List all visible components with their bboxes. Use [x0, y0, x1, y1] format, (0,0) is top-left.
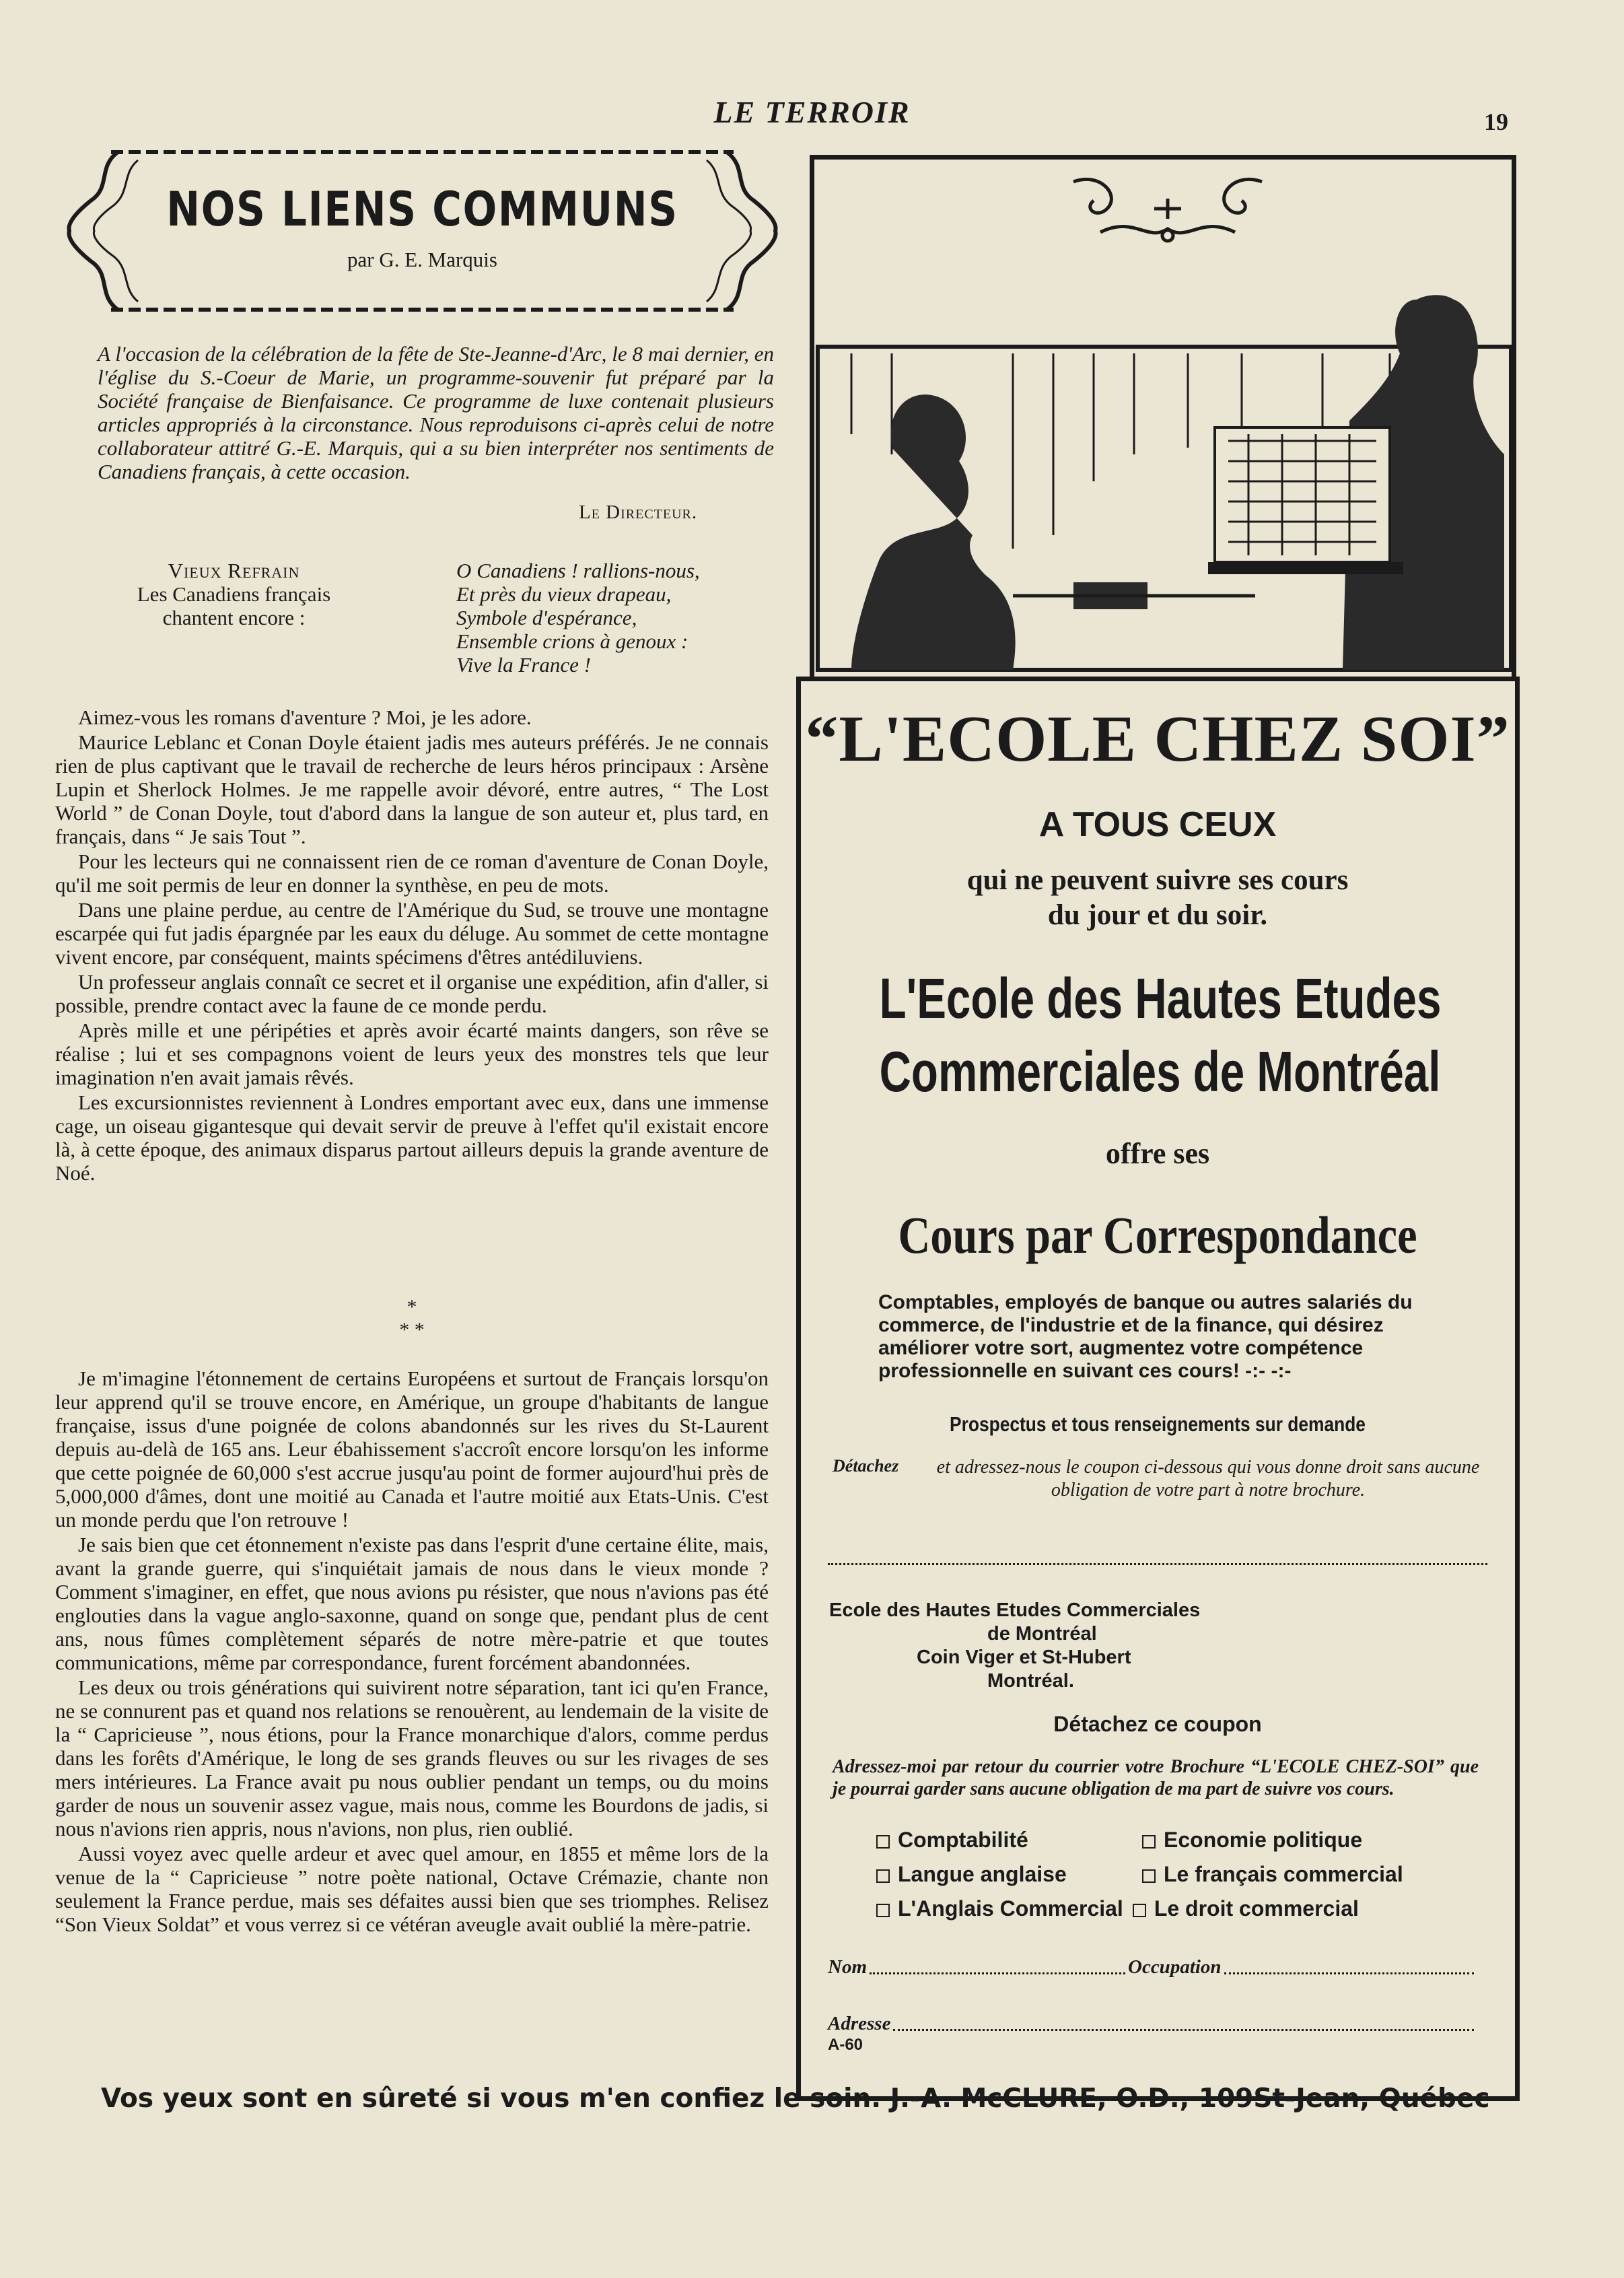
illustration-student-and-school	[811, 279, 1514, 677]
ad-address-line: Coin Viger et St-Hubert	[917, 1647, 1131, 1668]
coupon-option[interactable]	[876, 1857, 1142, 1892]
occupation-field[interactable]	[1224, 1972, 1474, 1974]
verse-line: Et près du vieux drapeau,	[456, 582, 672, 606]
refrain-intro-line: Les Canadiens français	[137, 582, 331, 606]
paragraph: Je m'imagine l'étonnement de certains Européens et surtout de Français lorsqu'on leur apprend qu'il se trouve encore, en Amérique, un groupe d'habitants de langue française, issus d'une poignée de colons abandonnés sur les rives du St-Laurent depuis au-delà de 165 ans. Leur ébahissement s'accroît encore lorsqu'on les informe que cette poignée de 60,000 s'est accrue jusqu'au point de former aujourd'hui près de 5,000,000 d'âmes, dont une moitié au Canada et l'autre moitié aux Etats-Unis. C'est un monde perdu que l'on retrouve !	[55, 1367, 769, 1531]
scroll-ornament-icon	[1060, 168, 1275, 252]
section-separator	[55, 1296, 769, 1342]
paragraph: Je sais bien que cet étonnement n'existe pas dans l'esprit d'une certaine élite, mais, avant la grande guerre, qui s'inquiétait jamais de nous dans le vieux monde ? Comment s'imaginer, en effet, que nous avions pu résister, que nous n'avions pas été englouties dans la vague anglo-saxonne, quand on songe que, pendant plus de cent ans, nous fûmes complètement séparés de notre mère-patrie et que toutes communications, même par correspondance, furent forcément abandonnées.	[55, 1533, 769, 1674]
verse-line: Ensemble crions à genoux :	[456, 629, 689, 653]
coupon-option[interactable]	[1142, 1823, 1362, 1857]
ad-detach-text: et adressez-nous le coupon ci-dessous qui vous donne droit sans aucune obligation de votre part à notre brochure.	[936, 1457, 1480, 1500]
separator-line: *	[407, 1296, 417, 1318]
paragraph: Maurice Leblanc et Conan Doyle étaient jadis mes auteurs préférés. Je ne connais rien de plus captivant que le travail de recherche de leurs héros principaux : Arsène Lupin et Sherlock Holmes. Je me rappelle avoir dévoré, entre autres, “ The Lost World ” de Conan Doyle, tout d'abord dans la langue de son auteur et, plus tard, en français, dans “ Je sais Tout ”.	[55, 730, 769, 848]
ad-headline: “L'ECOLE CHEZ SOI”	[805, 703, 1510, 775]
coupon-option[interactable]	[1133, 1892, 1359, 1926]
coupon-option[interactable]	[1142, 1857, 1403, 1892]
article-body-part2	[55, 1367, 769, 1937]
paragraph: Pour les lecteurs qui ne connaissent rien de ce roman d'aventure de Conan Doyle, qu'il me soit permis de leur en donner la synthèse, en peu de mots.	[55, 850, 769, 897]
ad-detach-label: Détachez	[833, 1456, 899, 1476]
paragraph: Après mille et une péripéties et après avoir écarté maints dangers, son rêve se réalise ; lui et ses compagnons voient de leurs yeux des monstres tels que leur imagination n'en avait jamais rêvés.	[55, 1019, 769, 1089]
address-field[interactable]	[893, 2029, 1474, 2031]
name-label: Nom	[828, 1956, 867, 1978]
coupon-title: Détachez ce coupon	[1053, 1712, 1262, 1736]
coupon-option-label: Le droit commercial	[1154, 1896, 1359, 1921]
paragraph: Les deux ou trois générations qui suivirent notre séparation, tant ici qu'en France, ne se connurent pas et quand nos relations se renouèrent, au lendemain de la visite de la “ Capricieuse ”, nous étions, pour la France monarchique d'alors, comme perdus dans les forêts d'Amérique, le long de ses grands fleuves ou sur les rivages de ses mers intérieures. La France avait pu nous oublier pendant un temps, ou du moins garder de nous un souvenir assez vague, mais nous, comme les Bourdons de jadis, si nous n'avions rien appris, nous n'avions, non plus, rien oublié.	[55, 1676, 769, 1840]
checkbox-icon[interactable]	[1142, 1869, 1156, 1883]
ad-audience: Comptables, employés de banque ou autres salariés du commerce, de l'industrie et de la finance, qui désirez améliorer votre sort, augmentez votre compétence professionnelle en suivant ces cours! -:- -:-	[878, 1291, 1413, 1382]
paragraph: Un professeur anglais connaît ce secret et il organise une expédition, afin d'aller, si possible, prendre contact avec la faune de ce monde perdu.	[55, 970, 769, 1017]
ad-address-line: de Montréal	[987, 1623, 1097, 1645]
coupon-option-label: Comptabilité	[898, 1828, 1028, 1852]
ad-school-name-line: L'Ecole des Hautes Etudes	[879, 967, 1442, 1030]
ad-prospectus: Prospectus et tous renseignements sur demande	[950, 1412, 1366, 1436]
article-byline: par G. E. Marquis	[347, 248, 497, 271]
address-label: Adresse	[828, 2013, 891, 2034]
ad-courses: Cours par Correspondance	[898, 1206, 1417, 1264]
article-title: NOS LIENS COMMUNS	[166, 182, 678, 237]
coupon-option-label: L'Anglais Commercial	[898, 1896, 1123, 1921]
coupon-option-label: Langue anglaise	[898, 1862, 1067, 1886]
ad-cannot-follow-line: du jour et du soir.	[1047, 899, 1268, 931]
ad-address-line: Ecole des Hautes Etudes Commerciales	[829, 1599, 1201, 1621]
ad-school-name	[801, 966, 1514, 1105]
ad-school-name-line: Commerciales de Montréal	[879, 1040, 1441, 1103]
coupon-option[interactable]	[876, 1823, 1142, 1857]
refrain-heading	[81, 559, 387, 629]
checkbox-icon[interactable]	[876, 1835, 890, 1849]
checkbox-icon[interactable]	[876, 1904, 890, 1917]
checkbox-icon[interactable]	[876, 1869, 890, 1883]
separator-line: * *	[399, 1319, 425, 1341]
ad-address-line: Montréal.	[987, 1670, 1074, 1692]
verse-line: O Canadiens ! rallions-nous,	[456, 559, 700, 582]
footer-optometrist-ad: Vos yeux sont en sûreté si vous m'en confiez le soin. J.-A. McCLURE, O.D., 109St-Jean, Québec	[101, 2083, 1490, 2114]
ad-address	[829, 1599, 1200, 1693]
refrain-verses	[456, 559, 779, 677]
coupon-options	[876, 1823, 1482, 1926]
coupon-name-row	[828, 1956, 1474, 1978]
name-field[interactable]	[870, 1972, 1125, 1974]
verse-line: Vive la France !	[456, 653, 591, 677]
editor-signature: Le Directeur.	[579, 502, 698, 523]
paragraph: Aimez-vous les romans d'aventure ? Moi, je les adore.	[78, 705, 532, 729]
paragraph: Les excursionnistes reviennent à Londres emportant avec eux, dans une immense cage, un oiseau gigantesque qui devait servir de preuve à l'effet qu'il existait encore là, à cette époque, des animaux disparus partout ailleurs depuis la grande aventure de Noé.	[55, 1091, 769, 1185]
checkbox-icon[interactable]	[1142, 1835, 1156, 1849]
running-title: LE TERROIR	[713, 95, 911, 129]
coupon-option[interactable]	[876, 1892, 1123, 1926]
article-body-part1	[55, 705, 769, 1186]
occupation-label: Occupation	[1128, 1956, 1222, 1978]
ad-code: A-60	[828, 2036, 863, 2054]
coupon-address-row	[828, 2013, 1474, 2035]
refrain-title: Vieux Refrain	[168, 559, 300, 582]
checkbox-icon[interactable]	[1133, 1904, 1146, 1917]
ad-to-all: A TOUS CEUX	[1038, 805, 1277, 844]
coupon-request: Adressez-moi par retour du courrier votre Brochure “L'ECOLE CHEZ-SOI” que je pourrai garder sans aucune obligation de ma part de suivre vos cours.	[833, 1756, 1479, 1799]
paragraph: Dans une plaine perdue, au centre de l'Amérique du Sud, se trouve une montagne escarpée qui fut jadis épargnée par les eaux du déluge. Au sommet de cette montagne vivent encore, par conséquent, maints spécimens d'êtres antédiluviens.	[55, 898, 769, 969]
coupon-cut-line	[828, 1563, 1487, 1565]
ad-offers: offre ses	[1105, 1137, 1210, 1170]
page-number: 19	[1484, 108, 1508, 135]
paragraph: Aussi voyez avec quelle ardeur et avec quel amour, en 1855 et même lors de la venue de la “ Capricieuse ” notre poète national, Octave Crémazie, chante non seulement la France perdue, mais ses défaites aussi bien que ses triomphes. Relisez “Son Vieux Soldat” et vous verrez si ce vétéran aveugle avait oublié la mère-patrie.	[55, 1842, 769, 1936]
verse-line: Symbole d'espérance,	[456, 606, 637, 629]
coupon-option-label: Economie politique	[1164, 1828, 1363, 1852]
coupon-option-label: Le français commercial	[1164, 1862, 1403, 1886]
ad-cannot-follow-line: qui ne peuvent suivre ses cours	[966, 864, 1349, 896]
refrain-intro-line: chantent encore :	[162, 606, 306, 629]
editor-intro: A l'occasion de la célébration de la fête de Ste-Jeanne-d'Arc, le 8 mai dernier, en l'église du S.-Coeur de Marie, un programme-souvenir fut préparé par la Société française de Bienfaisance. Ce programme de luxe contenait plusieurs articles appropriés à la circonstance. Nous reproduisons ci-après celui de notre collaborateur attitré G.-E. Marquis, qui a su bien interpréter nos sentiments de Canadiens français, à cette occasion.	[98, 342, 774, 483]
ad-cannot-follow	[801, 863, 1514, 933]
